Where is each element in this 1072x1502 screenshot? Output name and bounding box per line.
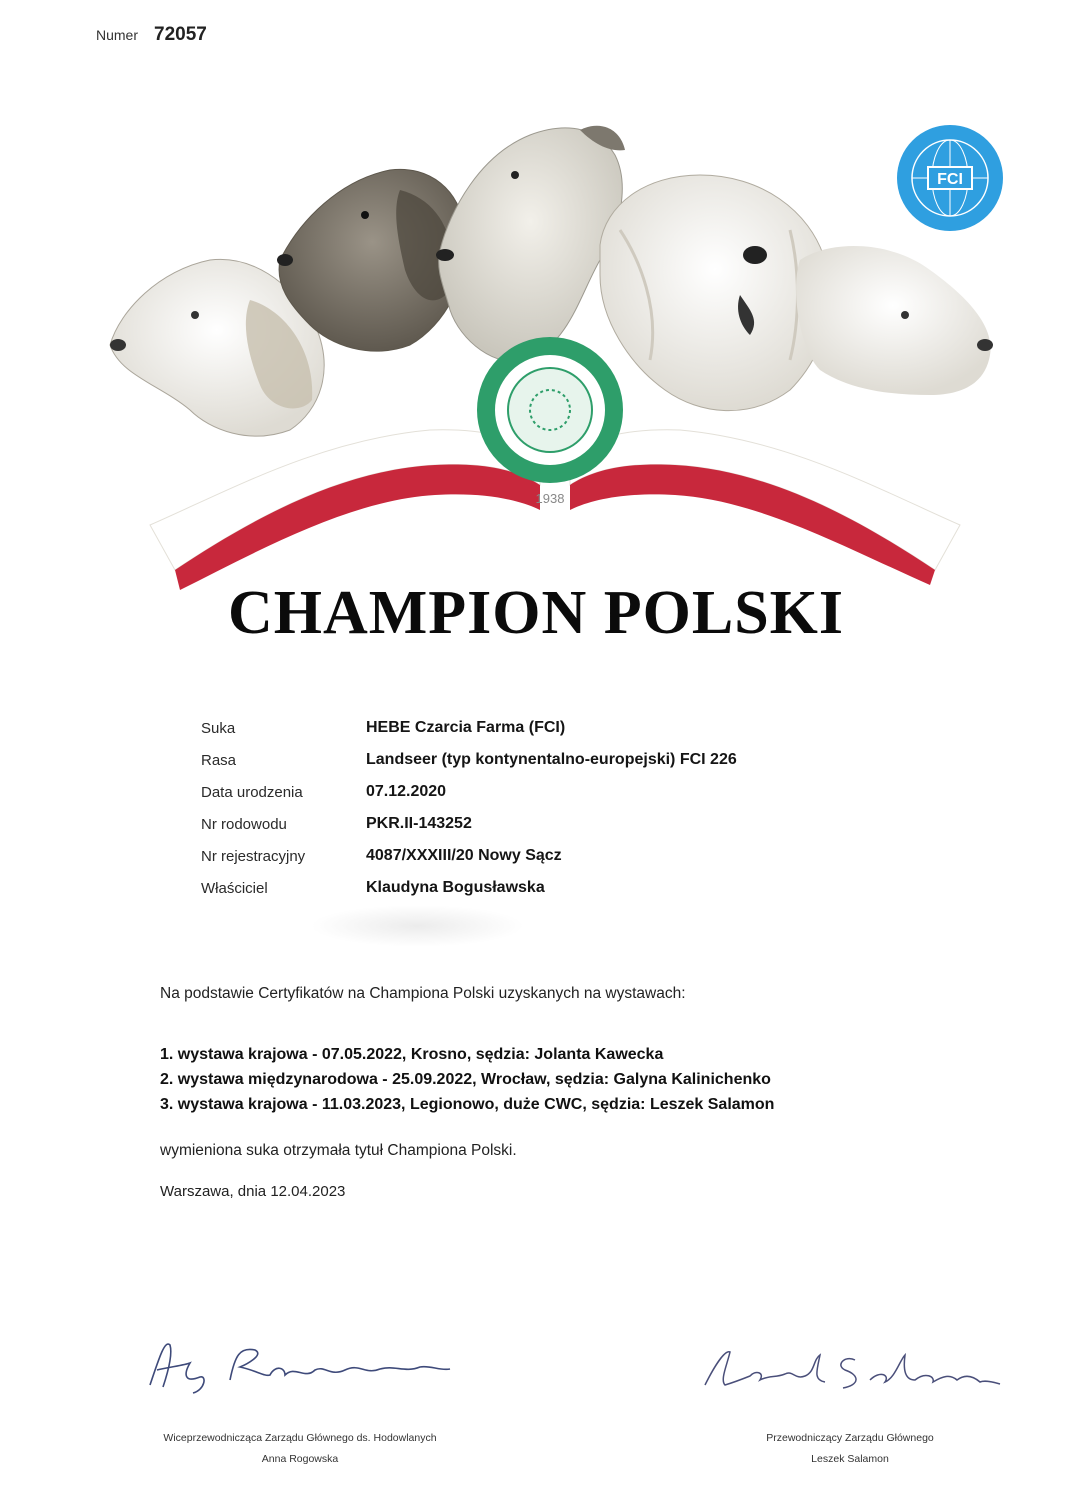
- detail-label: Data urodzenia: [201, 783, 303, 801]
- place-date: Warszawa, dnia 12.04.2023: [160, 1183, 346, 1200]
- redacted-address: [310, 905, 525, 947]
- signatory-role: Przewodniczący Zarządu Głównego: [766, 1432, 934, 1444]
- detail-row-birthdate: [201, 776, 737, 808]
- signature-left: [145, 1335, 455, 1395]
- detail-value: HEBE Czarcia Farma (FCI): [366, 719, 566, 736]
- detail-value: PKR.II-143252: [366, 815, 472, 832]
- detail-value: Klaudyna Bogusławska: [366, 879, 545, 896]
- detail-label: Nr rejestracyjny: [201, 847, 306, 865]
- detail-label: Suka: [201, 719, 236, 737]
- detail-row-owner: [201, 872, 737, 904]
- dog-details: [201, 712, 737, 904]
- detail-row-sex: [201, 712, 737, 744]
- seal-year: 1938: [535, 491, 565, 506]
- detail-value: 4087/XXXIII/20 Nowy Sącz: [366, 847, 562, 864]
- detail-label: Rasa: [201, 751, 237, 769]
- detail-row-breed: [201, 744, 737, 776]
- list-item: 2. wystawa międzynarodowa - 25.09.2022, Wrocław, sędzia: Galyna Kalinichenko: [160, 1071, 771, 1088]
- signatory-role: Wiceprzewodnicząca Zarządu Głównego ds. Hodowlanych: [163, 1432, 437, 1444]
- signature-right: [695, 1340, 1005, 1400]
- certificate-title: CHAMPION POLSKI: [227, 579, 845, 647]
- detail-value: 07.12.2020: [366, 783, 447, 800]
- number-label: Numer: [96, 27, 139, 43]
- signature-caption-right: [735, 1428, 965, 1470]
- list-item: 3. wystawa krajowa - 11.03.2023, Legionowo, duże CWC, sędzia: Leszek Salamon: [160, 1096, 775, 1113]
- detail-row-registration: [201, 840, 737, 872]
- signatory-name: Anna Rogowska: [261, 1453, 339, 1465]
- detail-row-pedigree: [201, 808, 737, 840]
- conclusion-text: wymieniona suka otrzymała tytuł Championa Polski.: [160, 1142, 517, 1159]
- list-item: 1. wystawa krajowa - 07.05.2022, Krosno, sędzia: Jolanta Kawecka: [160, 1046, 664, 1063]
- certificate-number: [96, 24, 207, 46]
- detail-label: Nr rodowodu: [201, 815, 287, 833]
- shows-list: [160, 1042, 774, 1117]
- dogs-illustration: [100, 110, 1000, 590]
- detail-label: Właściciel: [201, 879, 268, 897]
- fci-text: FCI: [937, 171, 963, 188]
- intro-text: Na podstawie Certyfikatów na Championa Polski uzyskanych na wystawach:: [160, 985, 686, 1002]
- signature-caption-left: [135, 1428, 465, 1470]
- number-value: 72057: [154, 24, 207, 45]
- fci-logo: [895, 123, 1005, 233]
- signatory-name: Leszek Salamon: [811, 1453, 889, 1465]
- detail-value: Landseer (typ kontynentalno-europejski) FCI 226: [366, 751, 737, 768]
- dog-right: [796, 246, 993, 395]
- dog-greyhound: [436, 126, 625, 362]
- dog-shaggy: [600, 175, 830, 411]
